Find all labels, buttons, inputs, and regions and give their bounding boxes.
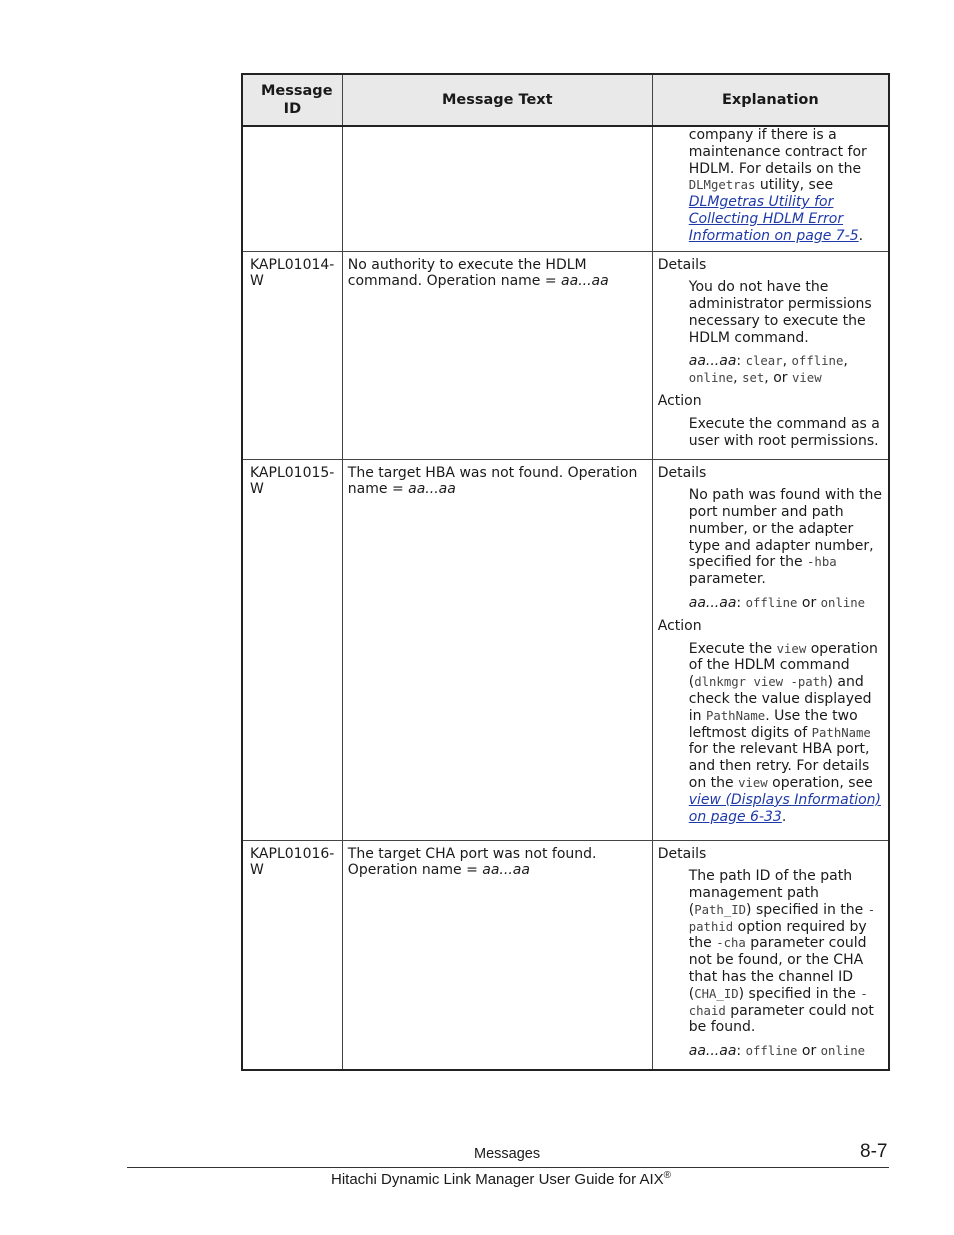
- text: :: [736, 1043, 742, 1060]
- text: .: [858, 227, 864, 244]
- text: , or: [764, 370, 788, 387]
- footer-section-name: Messages: [474, 1146, 541, 1162]
- action-label: Action: [657, 617, 702, 634]
- table-row: [242, 251, 889, 459]
- code-text: CHA_ID: [694, 986, 739, 1001]
- footer-book-title: [331, 1170, 671, 1188]
- text: ) specified in the: [746, 901, 864, 918]
- text: ,: [782, 353, 788, 370]
- cross-reference-link[interactable]: DLMgetras Utility for Collecting HDLM Error Information on page 7-5: [688, 194, 859, 244]
- text: company if there is a maintenance contract for HDLM. For details on the: [688, 127, 867, 177]
- message-text: The target CHA port was not found. Operation name =: [347, 845, 597, 879]
- code-text: offline: [791, 354, 844, 369]
- details-text: [689, 487, 882, 588]
- message-text: The target HBA was not found. Operation name =: [347, 464, 638, 498]
- variable-values: [689, 353, 882, 387]
- cell-message-id: [242, 459, 342, 840]
- code-text: view: [791, 371, 822, 386]
- text: or: [801, 1043, 817, 1060]
- details-label: Details: [657, 256, 707, 273]
- text: . Use the two leftmost digits of: [688, 707, 858, 741]
- message-id: KAPL01015-W: [250, 464, 335, 498]
- cell-message-id: [242, 840, 342, 1070]
- code-text: PathName: [705, 708, 766, 723]
- code-text: offline: [745, 596, 798, 611]
- code-text: view: [776, 641, 807, 656]
- var-name: aa...aa: [688, 1043, 737, 1060]
- header-explanation: Explanation: [652, 74, 889, 126]
- code-text: online: [820, 1044, 866, 1059]
- variable-values: [689, 595, 882, 612]
- text: utility, see: [759, 177, 834, 194]
- text: :: [736, 595, 742, 612]
- text: parameter could not be found, or the CHA that has the channel ID (: [688, 935, 867, 1002]
- cell-id-empty: [242, 126, 342, 251]
- message-id: KAPL01014-W: [250, 256, 335, 290]
- details-label: Details: [657, 845, 707, 862]
- code-text: online: [820, 596, 866, 611]
- cell-message-id: [242, 251, 342, 459]
- header-message-text: Message Text: [342, 74, 652, 126]
- text: ) specified in the: [738, 985, 856, 1002]
- cell-message-text: [342, 251, 652, 459]
- cell-explanation-continuation: [652, 126, 889, 251]
- details-label: Details: [657, 464, 707, 481]
- text: or: [801, 595, 817, 612]
- text: Execute the: [688, 640, 773, 657]
- message-variable: aa...aa: [561, 273, 609, 290]
- text: operation, see: [772, 775, 873, 792]
- variable-values: [689, 1043, 882, 1060]
- cell-explanation: [652, 251, 889, 459]
- action-text: Execute the command as a user with root permissions.: [688, 415, 880, 449]
- cell-explanation: [652, 459, 889, 840]
- code-text: -chaid: [688, 986, 868, 1018]
- registered-mark: ®: [663, 1170, 672, 1181]
- code-text: -cha: [716, 936, 746, 951]
- action-text: [689, 641, 882, 826]
- footer-divider: [127, 1167, 889, 1168]
- text: .: [781, 808, 787, 825]
- text: option required by the: [688, 918, 867, 952]
- table-row: [242, 840, 889, 1070]
- text: operation of the HDLM command (: [688, 640, 878, 691]
- message-variable: aa...aa: [482, 862, 530, 879]
- details-text: You do not have the administrator permissions necessary to execute the HDLM command.: [688, 279, 872, 346]
- continuation-paragraph: [689, 127, 882, 245]
- text: for the relevant HBA port, and then retry. For details on the: [688, 741, 870, 792]
- action-label: Action: [657, 393, 702, 410]
- cell-text-empty: [342, 126, 652, 251]
- text: No path was found with the port number and path number, or the adapter type and adapter number, specified for the: [688, 487, 882, 571]
- code-text: PathName: [811, 725, 871, 740]
- code-text: set: [742, 371, 765, 386]
- text: parameter could not be found.: [688, 1002, 874, 1036]
- text: The path ID of the path management path (: [688, 868, 853, 918]
- message-text: No authority to execute the HDLM command. Operation name =: [347, 256, 587, 290]
- details-text: [689, 868, 882, 1036]
- code-text: -pathid: [688, 902, 876, 934]
- cell-message-text: [342, 840, 652, 1070]
- text: ) and check the value displayed in: [688, 674, 872, 724]
- code-text: Path_ID: [694, 902, 747, 917]
- message-variable: aa...aa: [408, 481, 456, 498]
- code-text: view: [738, 776, 768, 791]
- code-text: clear: [745, 354, 783, 369]
- code-text: DLMgetras: [688, 178, 756, 193]
- cross-reference-link[interactable]: view (Displays Information) on page 6-33: [688, 791, 881, 825]
- code-text: offline: [745, 1044, 798, 1059]
- page-number: 8-7: [860, 1141, 888, 1162]
- cell-explanation: [652, 840, 889, 1070]
- messages-table: [241, 73, 890, 1071]
- text: ,: [843, 353, 848, 370]
- text: ,: [733, 370, 738, 387]
- table-row-continuation: [242, 126, 889, 251]
- var-name: aa...aa: [688, 353, 737, 370]
- code-text: dlnkmgr view -path: [694, 675, 828, 690]
- cell-message-text: [342, 459, 652, 840]
- code-text: -hba: [807, 555, 837, 570]
- table-row: [242, 459, 889, 840]
- header-message-id: Message ID: [242, 74, 342, 126]
- table-header-row: [242, 74, 889, 126]
- text: :: [736, 353, 742, 370]
- text: parameter.: [688, 571, 766, 588]
- message-id: KAPL01016-W: [250, 845, 335, 879]
- book-title: Hitachi Dynamic Link Manager User Guide for AIX: [331, 1171, 664, 1188]
- var-name: aa...aa: [688, 595, 737, 612]
- code-text: online: [688, 371, 734, 386]
